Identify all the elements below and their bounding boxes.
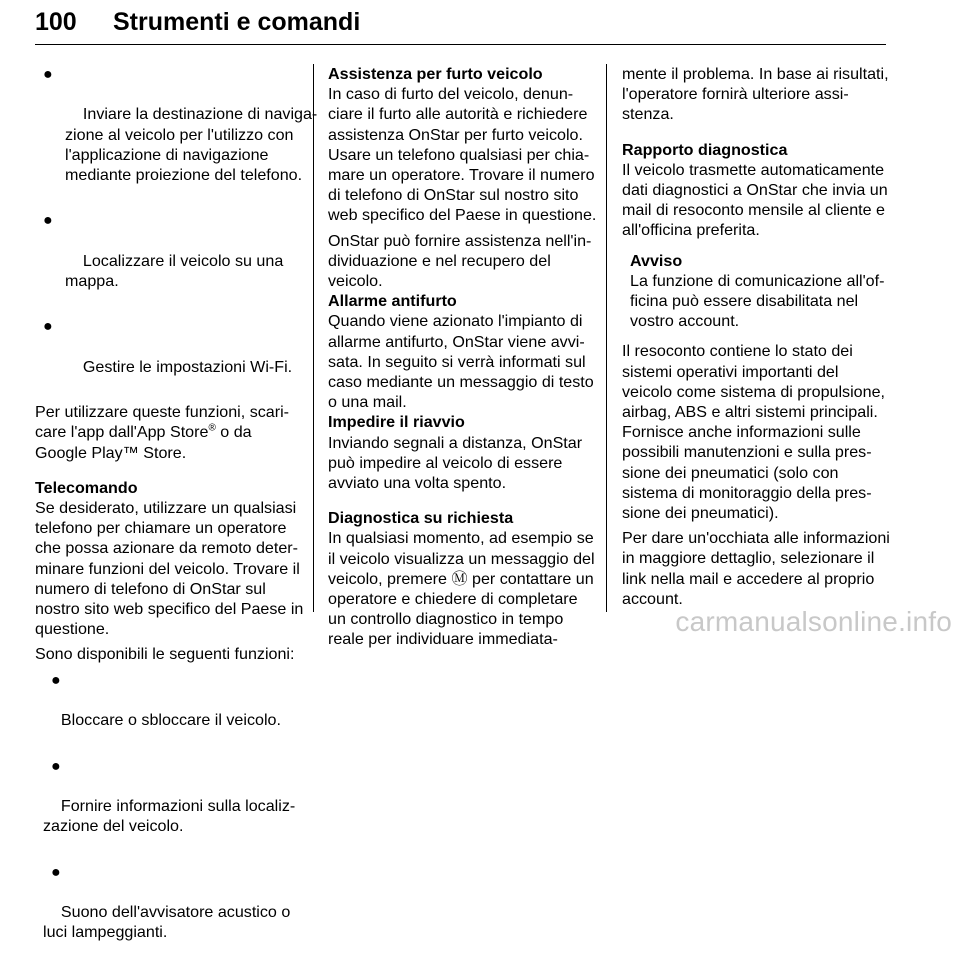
resoconto-text: Il resoconto contiene lo stato dei sistemi operativi importanti del veicolo come sistema di propulsione, airbag, ABS e altri sistemi principali. Fornisce anche informazioni sulle possibili manutenzioni e sulla pres- sione dei pneumatici (solo con sistema di monitoraggio della pres- sione dei pneumatici). — [622, 342, 885, 523]
watermark: carmanualsonline.info — [675, 606, 952, 637]
app-store-paragraph — [35, 402, 299, 463]
diagnostica-text — [328, 528, 595, 649]
column-3 — [622, 64, 888, 609]
continued-text: mente il problema. In base ai risultati, l'operatore fornirà ulteriore assi- stenza. — [622, 65, 889, 124]
bullet-icon: ● — [51, 756, 61, 775]
heading-telecomando: Telecomando — [35, 478, 138, 497]
heading-furto: Assistenza per furto veicolo — [328, 65, 543, 83]
page-header — [35, 6, 886, 45]
list-item — [35, 756, 299, 857]
list-item-text: Suono dell'avvisatore acustico o luci lampeggianti. — [43, 902, 291, 942]
registered-mark: ® — [208, 423, 216, 435]
section-title: Strumenti e comandi — [113, 8, 361, 36]
paragraph-text: Per utilizzare queste funzioni, scari- care l'app dall'App Store — [35, 403, 290, 442]
paragraph-text: per contattare un operatore e chiedere di completare un controllo diagnostico in tempo reale per individuare immediata- — [328, 569, 594, 649]
bullet-icon: ● — [51, 670, 61, 689]
rapporto-text: Il veicolo trasmette automaticamente dati diagnostici a OnStar che invia un mail di resoconto mensile al cliente e all'officina preferita. — [622, 160, 888, 240]
list-item-text: Localizzare il veicolo su una mappa. — [65, 251, 284, 291]
avviso-text: La funzione di comunicazione all'of- ficina può essere disabilitata nel vostro account. — [630, 271, 885, 331]
bullet-icon: ● — [43, 65, 53, 83]
heading-rapporto: Rapporto diagnostica — [622, 140, 788, 159]
list-item — [35, 316, 299, 397]
list-item-text: Fornire informazioni sulla localiz- zazione del veicolo. — [43, 796, 296, 836]
riavvio-text: Inviando segnali a distanza, OnStar può impedire al veicolo di essere avviato una volta spento. — [328, 433, 583, 493]
dettaglio-text: Per dare un'occhiata alle informazioni in maggiore dettaglio, selezionare il link nella mail e accedere al proprio account. — [622, 529, 890, 608]
column-divider-2 — [606, 64, 607, 612]
list-item-text: Inviare la destinazione di naviga- zione al veicolo per l'utilizzo con l'applicazione di navigazione mediante proiezione del telefono. — [65, 105, 318, 185]
furto-text-2: OnStar può fornire assistenza nell'in- dividuazione e nel recupero del veicolo. — [328, 231, 592, 291]
telecomando-text: Se desiderato, utilizzare un qualsiasi telefono per chiamare un operatore che possa azionare da remoto deter- minare funzioni del veicolo. Trovare il numero di telefono di OnStar sul nostro sito web specifico del Paese in questione. — [35, 499, 304, 639]
funzioni-intro: Sono disponibili le seguenti funzioni: — [35, 645, 295, 664]
page-number: 100 — [35, 8, 77, 36]
list-item — [35, 862, 299, 963]
bullet-icon: ● — [43, 211, 53, 230]
furto-text: In caso di furto del veicolo, denun- ciare il furto alle autorità e richiedere assistenza OnStar per furto veicolo. Usare un telefono qualsiasi per chia- mare un operatore. Trovare il numero di telefono di OnStar sul nostro sito web specifico del Paese in questione. — [328, 85, 597, 225]
bullet-icon: ● — [51, 862, 61, 881]
list-item-text: Bloccare o sbloccare il veicolo. — [60, 711, 281, 730]
column-divider-1 — [313, 64, 314, 612]
list-item-text: Gestire le impostazioni Wi-Fi. — [82, 357, 293, 376]
list-item — [35, 64, 318, 205]
bullet-icon: ● — [43, 317, 53, 336]
paragraph-text: o da Google Play™ Store. — [35, 423, 252, 462]
column-1 — [35, 64, 318, 963]
heading-antifurto: Allarme antifurto — [328, 292, 457, 311]
heading-diagnostica: Diagnostica su richiesta — [328, 509, 514, 528]
paragraph-text: In qualsiasi momento, ad esempio se il veicolo visualizza un messaggio del veicolo, premere — [328, 529, 595, 588]
onstar-button-icon: Ⓜ — [451, 569, 468, 588]
heading-riavvio: Impedire il riavvio — [328, 413, 465, 432]
column-2 — [328, 64, 597, 650]
list-item — [35, 670, 299, 751]
antifurto-text: Quando viene azionato l'impianto di allarme antifurto, OnStar viene avvi- sata. In seguito si verrà informati sul caso mediante un messaggio di testo o una mail. — [328, 312, 594, 412]
heading-avviso: Avviso — [630, 251, 683, 270]
list-item — [35, 210, 299, 311]
